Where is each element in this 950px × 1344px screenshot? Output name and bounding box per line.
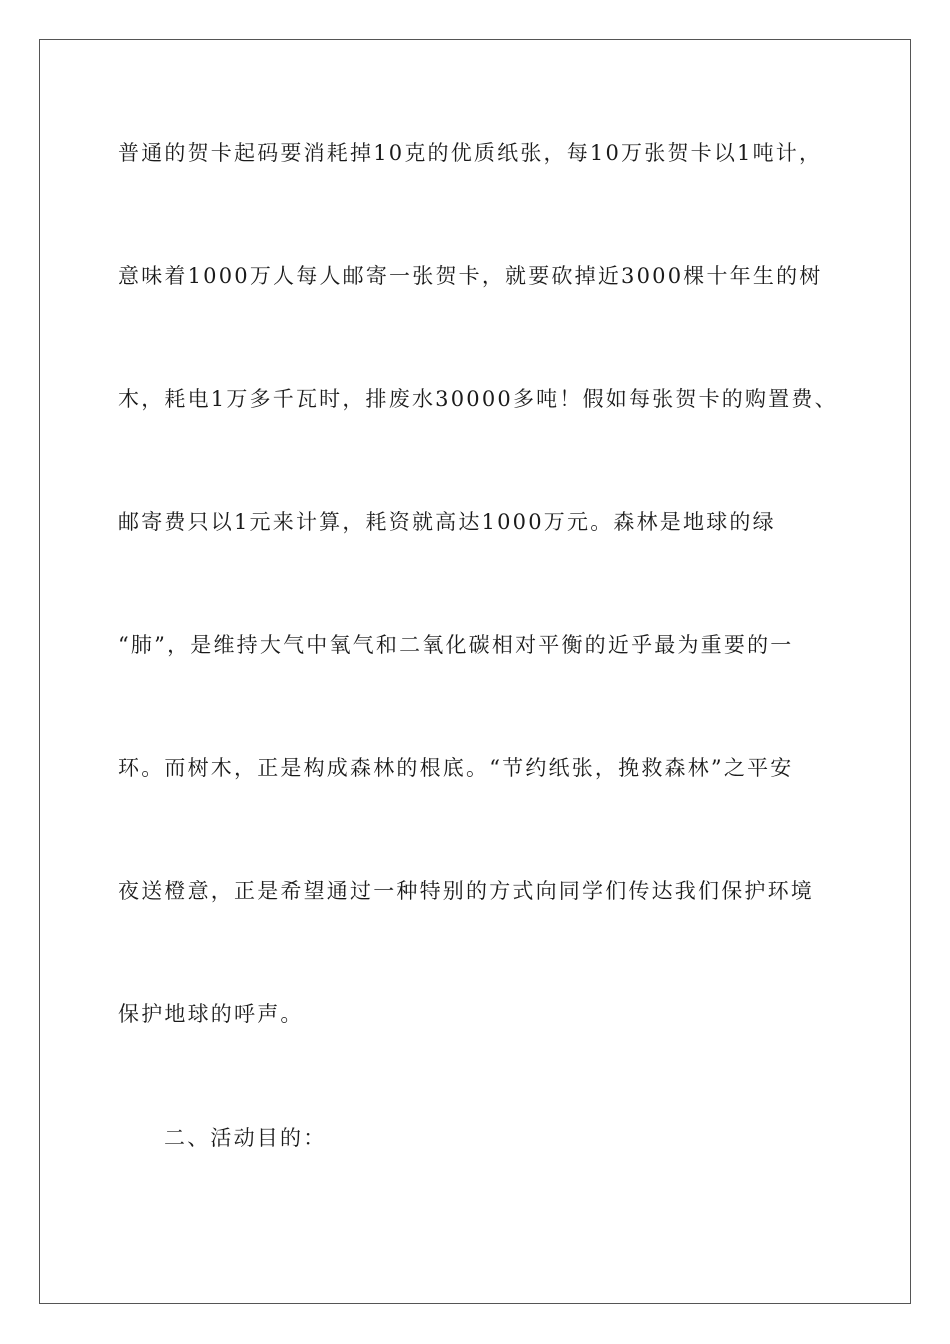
body-text-line: “肺”，是维持大气中氧气和二氧化碳相对平衡的近乎最为重要的一 xyxy=(118,633,794,657)
section-heading: 二、活动目的： xyxy=(164,1126,327,1150)
body-text-line: 夜送橙意，正是希望通过一种特别的方式向同学们传达我们保护环境 xyxy=(118,879,814,903)
body-text-line: 保护地球的呼声。 xyxy=(118,1002,304,1026)
body-text-line: 普通的贺卡起码要消耗掉10克的优质纸张，每10万张贺卡以1吨计， xyxy=(118,141,823,165)
body-text-line: 环。而树木，正是构成森林的根底。“节约纸张，挽救森林”之平安 xyxy=(118,756,794,780)
body-text-line: 邮寄费只以1元来计算，耗资就高达1000万元。森林是地球的绿 xyxy=(118,510,776,534)
page-frame xyxy=(39,39,911,1304)
body-text-line: 木，耗电1万多千瓦时，排废水30000多吨！假如每张贺卡的购置费、 xyxy=(118,387,838,411)
body-text-line: 意味着1000万人每人邮寄一张贺卡，就要砍掉近3000棵十年生的树 xyxy=(118,264,823,288)
